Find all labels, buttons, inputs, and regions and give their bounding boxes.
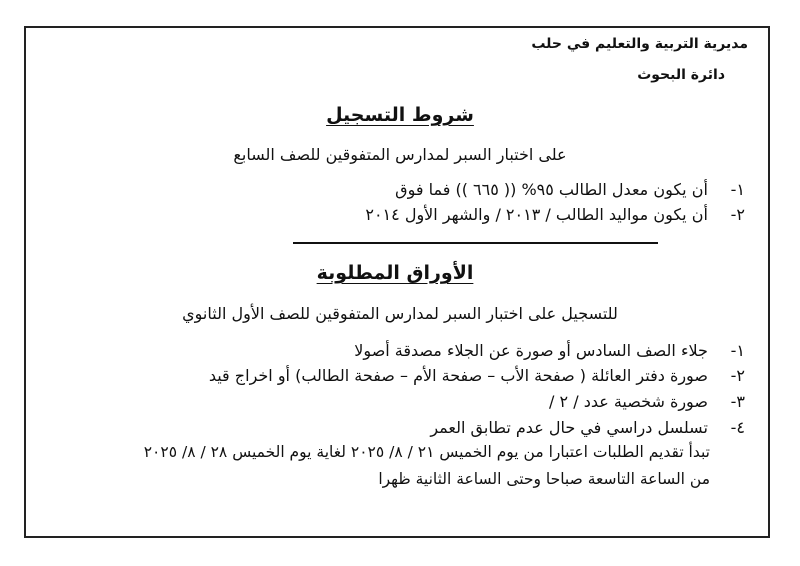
document-item-3 xyxy=(549,392,745,411)
submission-dates-text: تبدأ تقديم الطلبات اعتبارا من يوم الخميس ٢١ / ٨/ ٢٠٢٥ لغاية يوم الخميس ٢٨ / ٨/ ٢٠٢٥ xyxy=(143,443,710,461)
condition-text: أن يكون معدل الطالب ٩٥% (( ٦٦٥ )) فما فوق xyxy=(395,180,708,199)
document-number: ٤- xyxy=(730,418,745,437)
document-item-2 xyxy=(209,366,745,385)
document-item-1 xyxy=(354,341,745,360)
condition-item-1 xyxy=(395,180,745,199)
condition-number: ٢- xyxy=(730,205,745,224)
required-documents-subtitle: للتسجيل على اختبار السبر لمدارس المتفوقين للصف الأول الثانوي xyxy=(182,304,618,323)
document-text: صورة شخصية عدد / ٢ / xyxy=(549,392,708,411)
document-number: ٢- xyxy=(730,366,745,385)
condition-text: أن يكون مواليد الطالب / ٢٠١٣ / والشهر الأول ٢٠١٤ xyxy=(365,205,708,224)
required-documents-title: الأوراق المطلوبة xyxy=(316,262,474,284)
document-item-4 xyxy=(430,418,745,437)
directorate-heading: مديرية التربية والتعليم في حلب xyxy=(531,36,748,52)
document-number: ٣- xyxy=(730,392,745,411)
submission-hours-text: من الساعة التاسعة صباحا وحتى الساعة الثانية ظهرا xyxy=(378,470,710,488)
document-text: صورة دفتر العائلة ( صفحة الأب – صفحة الأم – صفحة الطالب) أو اخراج قيد xyxy=(208,366,708,385)
registration-conditions-subtitle: على اختبار السبر لمدارس المتفوقين للصف السابع xyxy=(233,145,567,164)
document-text: جلاء الصف السادس أو صورة عن الجلاء مصدقة أصولا xyxy=(354,341,708,360)
document-text: تسلسل دراسي في حال عدم تطابق العمر xyxy=(430,418,708,437)
department-heading: دائرة البحوث xyxy=(637,67,725,83)
registration-conditions-title: شروط التسجيل xyxy=(326,104,474,126)
section-divider xyxy=(293,242,658,244)
document-number: ١- xyxy=(730,341,745,360)
condition-item-2 xyxy=(365,205,745,224)
condition-number: ١- xyxy=(730,180,745,199)
